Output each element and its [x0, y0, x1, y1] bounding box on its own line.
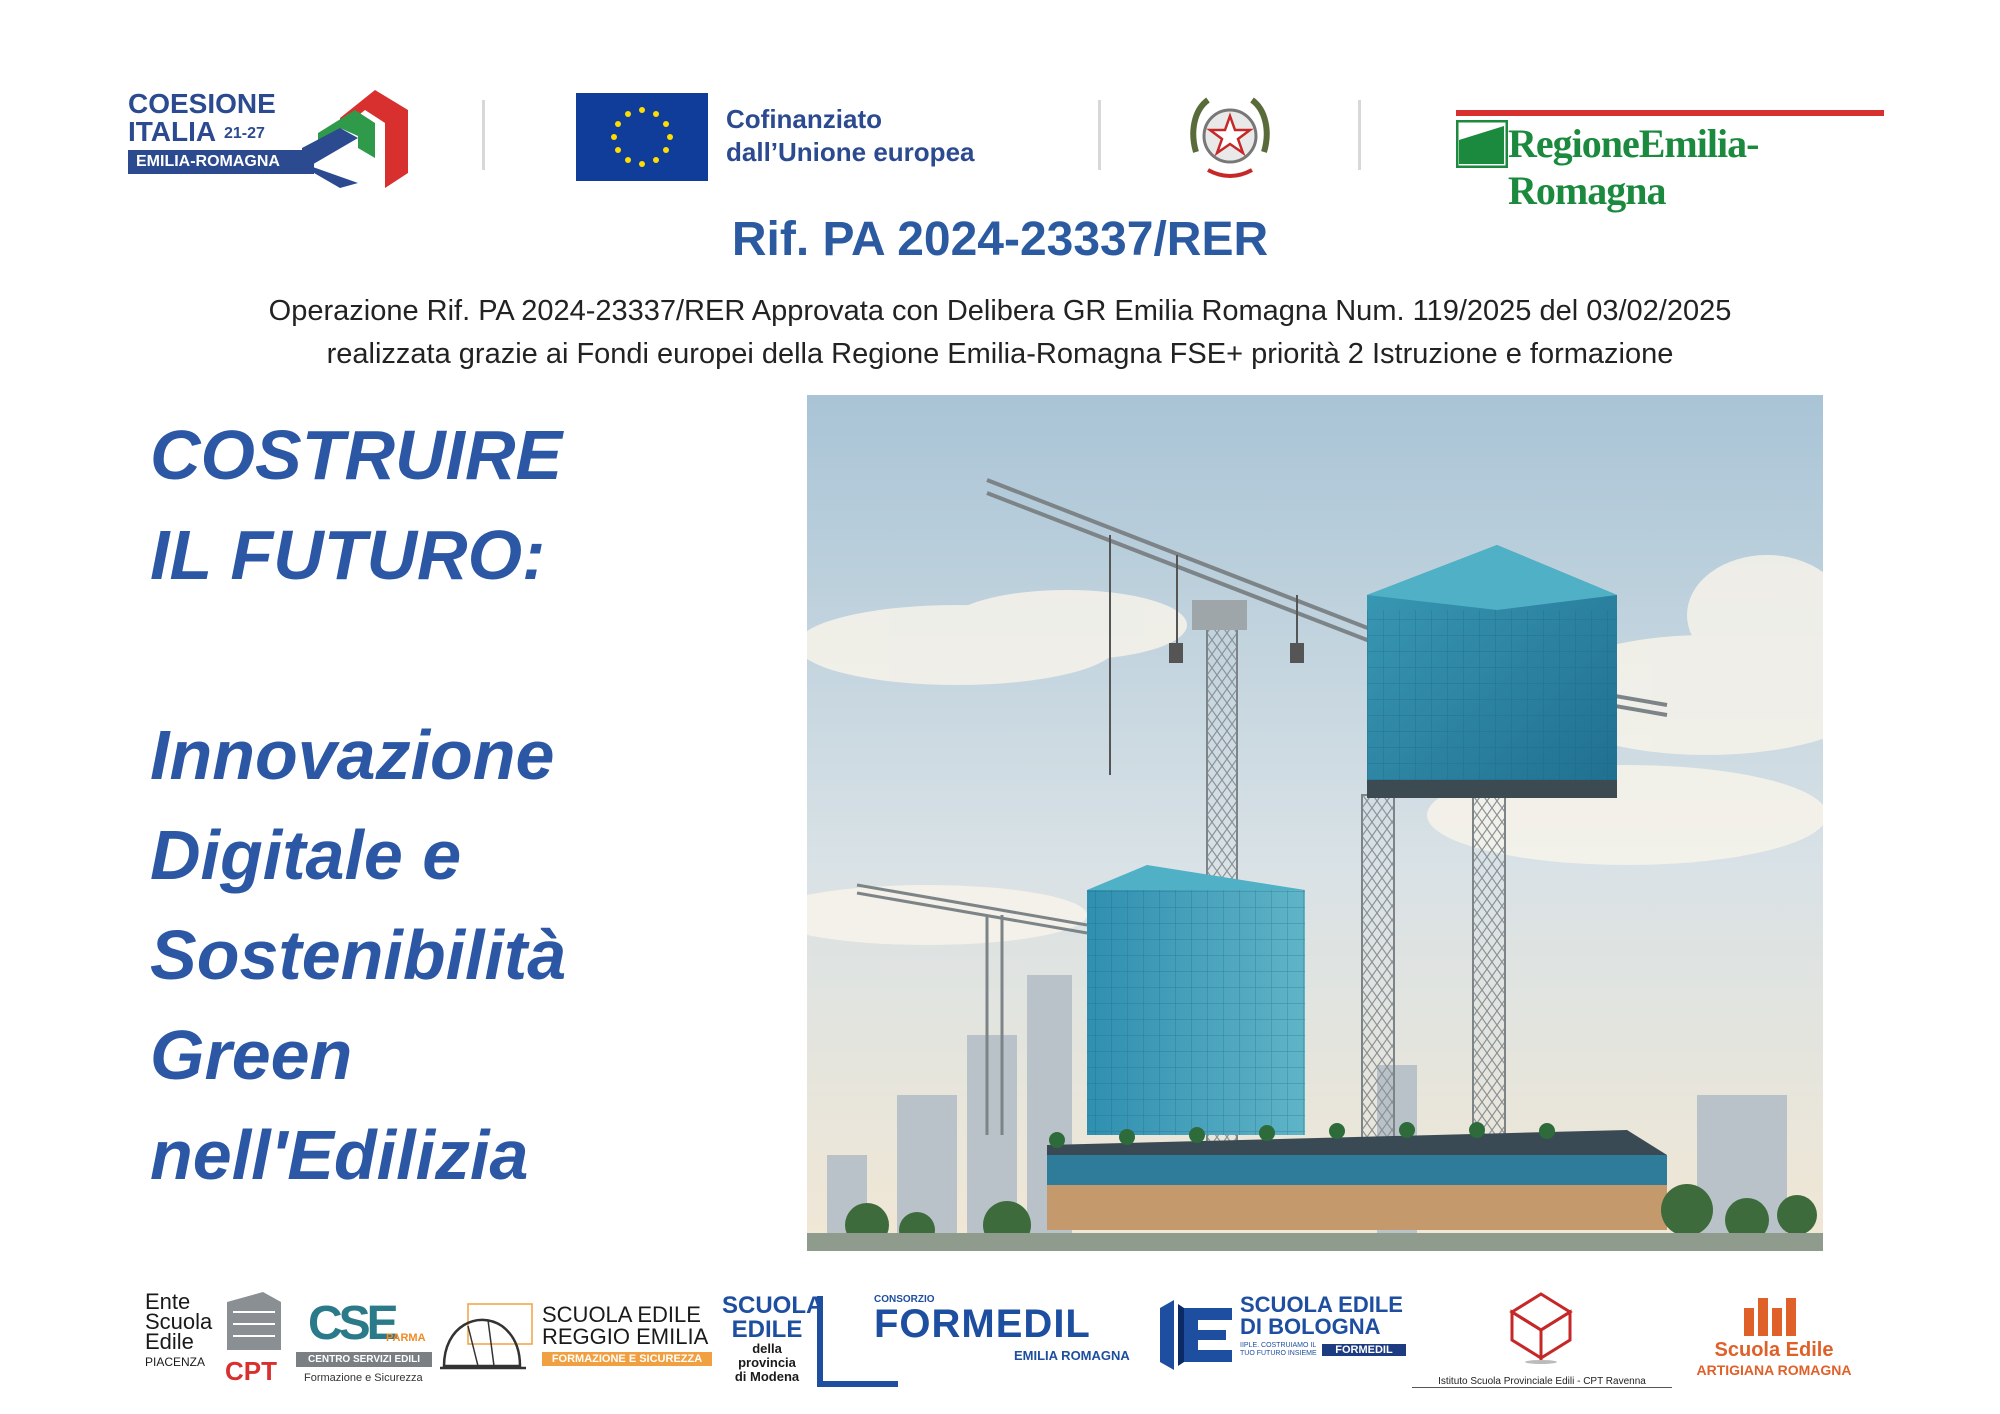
construction-site-illustration	[807, 395, 1823, 1251]
scuola-edile-reggio-emilia-logo	[438, 1296, 713, 1392]
scuola-edile-artigiana-romagna-logo	[1674, 1294, 1874, 1390]
piacenza-line1: Ente	[145, 1289, 191, 1314]
formedil-sub: EMILIA ROMAGNA	[1014, 1348, 1130, 1363]
parma-city: PARMA	[386, 1332, 426, 1344]
cpt-badge: CPT	[225, 1356, 277, 1386]
formedil-name: FORMEDIL	[874, 1302, 1091, 1346]
eu-line1: Cofinanziato	[726, 104, 882, 134]
operation-description	[0, 290, 2000, 376]
headline-spacer	[150, 605, 670, 705]
romagna-buildings-icon	[1742, 1294, 1804, 1336]
header-separator	[1098, 100, 1101, 170]
headline	[150, 405, 670, 1205]
consorzio-formedil-logo	[874, 1294, 1144, 1374]
coesione-arrows-icon	[300, 88, 408, 188]
reggio-line1: SCUOLA EDILE	[542, 1302, 701, 1327]
romagna-line2: ARTIGIANA ROMAGNA	[1696, 1362, 1852, 1378]
bologna-tag: IIPLE. COSTRUIAMO IL TUO FUTURO INSIEME	[1240, 1342, 1317, 1357]
header-separator	[482, 100, 485, 170]
ravenna-cube-icon	[1508, 1292, 1574, 1364]
italia-label: ITALIA	[128, 116, 217, 147]
eu-line2: dall’Unione europea	[726, 136, 975, 167]
operation-line-2: realizzata grazie ai Fondi europei della Regione Emilia-Romagna FSE+ priorità 2 Istruzione e formazione	[326, 338, 1674, 370]
modena-line4: di Modena	[734, 1369, 800, 1384]
region-name: RegioneEmilia-Romagna	[1508, 121, 1759, 213]
bologna-band: FORMEDIL	[1322, 1344, 1406, 1356]
headline-line: Innovazione	[150, 716, 555, 794]
region-map-icon	[1456, 120, 1508, 168]
headline-line: nell'Edilizia	[150, 1116, 529, 1194]
reggio-line2: REGGIO EMILIA	[542, 1324, 709, 1349]
modena-line1: SCUOLA	[722, 1292, 824, 1319]
red-rule	[1456, 110, 1884, 116]
reggio-band: FORMAZIONE E SICUREZZA	[542, 1352, 712, 1366]
headline-line: Sostenibilità	[150, 916, 567, 994]
eu-flag-icon	[576, 93, 708, 181]
bologna-line1: SCUOLA EDILE	[1240, 1292, 1403, 1317]
reference-title: Rif. PA 2024-23337/RER	[731, 213, 1269, 266]
header-separator	[1358, 100, 1361, 170]
headline-line: Digitale e	[150, 816, 462, 894]
piacenza-line3: Edile	[145, 1329, 194, 1354]
scuola-edile-bologna-logo	[1160, 1294, 1410, 1384]
coesione-italia-logo	[128, 88, 408, 188]
headline-line: Green	[150, 1016, 353, 1094]
headline-line: COSTRUIRE	[150, 416, 563, 494]
piacenza-city: PIACENZA	[145, 1355, 206, 1369]
cse-mark: CSE	[308, 1297, 395, 1350]
bologna-mark-icon	[1160, 1300, 1234, 1370]
coesione-label: COESIONE	[128, 88, 276, 119]
modena-line2: EDILE	[731, 1316, 803, 1343]
helmet-icon	[438, 1296, 534, 1388]
ente-scuola-edile-piacenza-logo	[145, 1289, 290, 1392]
emilia-romagna-band: EMILIA-ROMAGNA	[128, 150, 314, 174]
regione-emilia-romagna-logo	[1456, 110, 1886, 213]
ravenna-caption: Istituto Scuola Provinciale Edili - CPT Ravenna	[1412, 1376, 1672, 1388]
cpt-ravenna-logo	[1412, 1288, 1672, 1392]
piacenza-building-icon	[223, 1292, 285, 1350]
operation-line-1: Operazione Rif. PA 2024-23337/RER Approvata con Delibera GR Emilia Romagna Num. 119/2025 del 03/02/2025	[268, 295, 1732, 327]
cse-parma-logo	[296, 1296, 436, 1392]
years-label: 21-27	[224, 125, 265, 142]
romagna-line1: Scuola Edile	[1714, 1339, 1834, 1361]
bologna-line2: DI BOLOGNA	[1240, 1314, 1381, 1339]
modena-line3: della provincia	[738, 1341, 796, 1370]
eu-cofinanced-logo	[576, 93, 1026, 183]
parma-tag: Formazione e Sicurezza	[304, 1372, 423, 1384]
headline-line: IL FUTURO:	[150, 516, 546, 594]
piacenza-line2: Scuola	[145, 1309, 213, 1334]
parma-band: CENTRO SERVIZI EDILI	[296, 1352, 432, 1367]
formedil-consorzio: CONSORZIO	[874, 1294, 935, 1305]
italian-republic-emblem-icon	[1188, 92, 1272, 180]
